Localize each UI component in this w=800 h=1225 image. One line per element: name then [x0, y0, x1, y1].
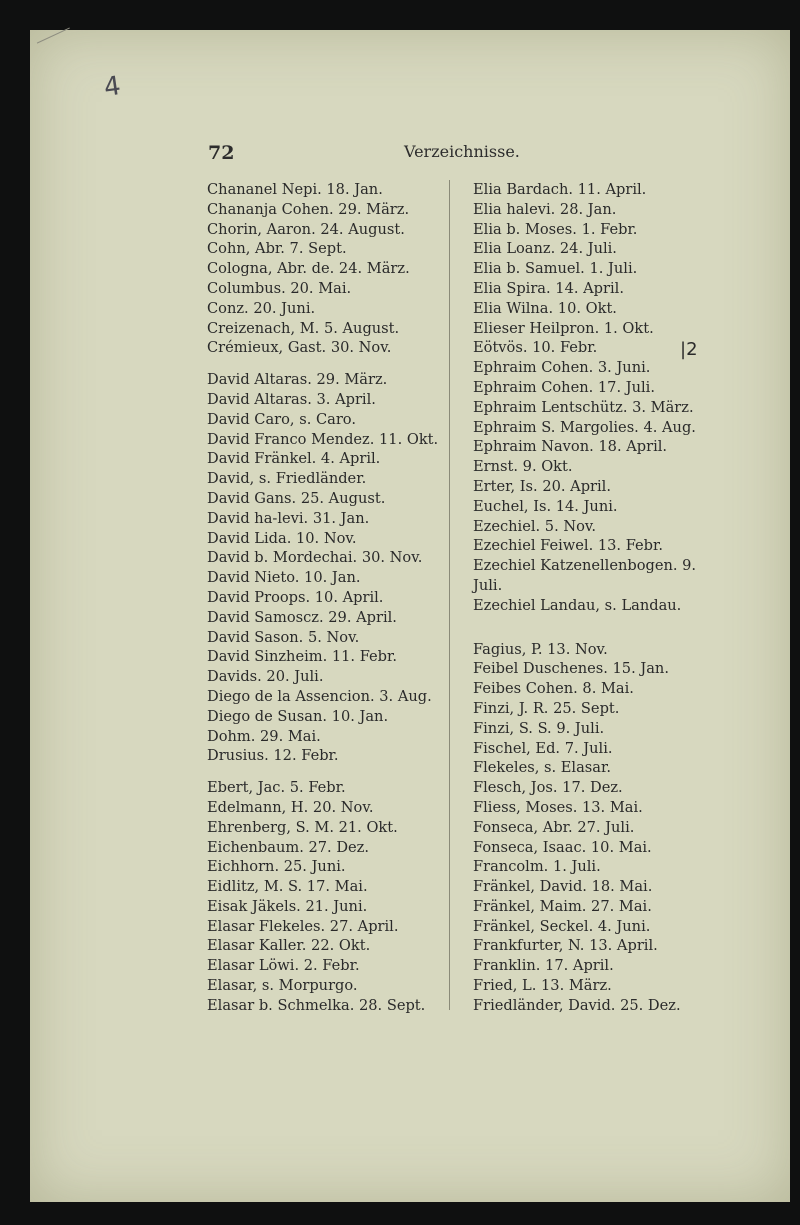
index-entry: Drusius. 12. Febr.	[207, 747, 339, 765]
index-entry: Ernst. 9. Okt.	[473, 458, 573, 476]
index-entry: Fried, L. 13. März.	[473, 977, 612, 995]
index-entry: Finzi, S. S. 9. Juli.	[473, 719, 605, 737]
index-entry: David Lida. 10. Nov.	[207, 529, 357, 547]
left-column	[207, 180, 443, 1016]
index-entry: Frankfurter, N. 13. April.	[473, 937, 658, 955]
index-entry: David Sason. 5. Nov.	[207, 628, 360, 646]
index-entry: David Gans. 25. August.	[207, 489, 386, 507]
index-entry: Cologna, Abr. de. 24. März.	[207, 260, 410, 278]
index-entry: Elia Wilna. 10. Okt.	[473, 299, 617, 317]
index-entry: David Franco Mendez. 11. Okt.	[207, 430, 439, 448]
index-entry: Elia Bardach. 11. April.	[473, 181, 647, 198]
index-entry: Euchel, Is. 14. Juni.	[473, 497, 618, 515]
index-entry: Feibes Cohen. 8. Mai.	[473, 680, 634, 698]
index-entry: David ha-levi. 31. Jan.	[207, 509, 370, 527]
index-entry: David Samoscz. 29. April.	[207, 608, 397, 626]
index-entry: Elia b. Moses. 1. Febr.	[473, 220, 638, 238]
index-entry: David b. Mordechai. 30. Nov.	[207, 549, 423, 567]
pencil-annotation: 4	[101, 70, 123, 104]
index-entry: Cohn, Abr. 7. Sept.	[207, 240, 347, 258]
index-entry: Elasar Flekeles. 27. April.	[207, 917, 399, 935]
index-entry: Flesch, Jos. 17. Dez.	[473, 779, 623, 797]
index-entry: Elia Spira. 14. April.	[473, 279, 624, 297]
index-entry: Elasar b. Schmelka. 28. Sept.	[207, 996, 426, 1014]
index-entry: Elia Loanz. 24. Juli.	[473, 240, 617, 258]
index-entry: David Altaras. 3. April.	[207, 390, 376, 408]
index-entry: Elasar, s. Morpurgo.	[207, 977, 358, 995]
index-entry: Davids. 20. Juli.	[207, 668, 324, 686]
index-entry: Ezechiel Landau, s. Landau.	[473, 596, 682, 614]
index-entry: Eidlitz, M. S. 17. Mai.	[207, 878, 368, 896]
index-entry: Ephraim Cohen. 3. Juni.	[473, 359, 651, 377]
page-number: 72	[208, 142, 235, 164]
index-entry: Finzi, J. R. 25. Sept.	[473, 699, 620, 717]
index-entry: Dohm. 29. Mai.	[207, 727, 321, 745]
index-entry: Eisak Jäkels. 21. Juni.	[207, 897, 368, 915]
index-entry: Eichenbaum. 27. Dez.	[207, 838, 369, 856]
index-entry: Conz. 20. Juni.	[207, 299, 316, 317]
index-entry: David Nieto. 10. Jan.	[207, 569, 361, 587]
index-entry: Columbus. 20. Mai.	[207, 279, 352, 297]
group-spacer	[207, 766, 443, 778]
index-entry: Creizenach, M. 5. August.	[207, 319, 400, 337]
index-entry: Fagius, P. 13. Nov.	[473, 640, 608, 658]
index-entry: Fränkel, Maim. 27. Mai.	[473, 897, 652, 915]
index-entry: Edelmann, H. 20. Nov.	[207, 798, 374, 816]
index-entry: Elia b. Samuel. 1. Juli.	[473, 260, 638, 278]
index-entry: Ezechiel. 5. Nov.	[473, 517, 597, 535]
index-entry: Eichhorn. 25. Juni.	[207, 858, 346, 876]
index-entry: David, s. Friedländer.	[207, 470, 367, 488]
index-entry: Chananel Nepi. 18. Jan.	[207, 181, 383, 198]
index-entry: Crémieux, Gast. 30. Nov.	[207, 339, 392, 357]
index-entry: Diego de la Assencion. 3. Aug.	[207, 687, 432, 705]
index-entry: Elia halevi. 28. Jan.	[473, 200, 617, 218]
index-entry: Fränkel, David. 18. Mai.	[473, 878, 653, 896]
column-divider	[449, 180, 450, 1010]
group-spacer	[473, 616, 713, 640]
index-entry: Francolm. 1. Juli.	[473, 858, 601, 876]
group-spacer	[207, 358, 443, 370]
index-entry: Ezechiel Feiwel. 13. Febr.	[473, 537, 664, 555]
index-entry: Friedländer, David. 25. Dez.	[473, 996, 681, 1014]
index-entry: Chorin, Aaron. 24. August.	[207, 220, 405, 238]
index-entry: Elasar Kaller. 22. Okt.	[207, 937, 371, 955]
index-entry: Erter, Is. 20. April.	[473, 477, 611, 495]
margin-annotation: |2	[680, 339, 698, 360]
index-entry: Ephraim S. Margolies. 4. Aug.	[473, 418, 696, 436]
right-column	[473, 180, 713, 1016]
index-entry: Ezechiel Katzenellenbogen. 9. Juli.	[473, 557, 697, 594]
index-entry: Fliess, Moses. 13. Mai.	[473, 798, 643, 816]
index-entry: Flekeles, s. Elasar.	[473, 759, 611, 777]
index-entry: David Caro, s. Caro.	[207, 410, 356, 428]
index-entry: Diego de Susan. 10. Jan.	[207, 707, 389, 725]
index-entry: Eötvös. 10. Febr.	[473, 339, 598, 357]
index-entry: Elieser Heilpron. 1. Okt.	[473, 319, 654, 337]
index-entry: David Sinzheim. 11. Febr.	[207, 648, 398, 666]
index-entry: David Altaras. 29. März.	[207, 371, 388, 389]
index-entry: Ehrenberg, S. M. 21. Okt.	[207, 818, 398, 836]
running-head: Verzeichnisse.	[404, 142, 520, 161]
index-entry: Fränkel, Seckel. 4. Juni.	[473, 917, 651, 935]
index-entry: Feibel Duschenes. 15. Jan.	[473, 660, 669, 678]
index-entry: Ephraim Cohen. 17. Juli.	[473, 378, 655, 396]
index-entry: Fonseca, Isaac. 10. Mai.	[473, 838, 652, 856]
index-entry: Ephraim Lentschütz. 3. März.	[473, 398, 694, 416]
index-entry: Franklin. 17. April.	[473, 957, 614, 975]
index-entry: Ephraim Navon. 18. April.	[473, 438, 668, 456]
index-entry: Chananja Cohen. 29. März.	[207, 200, 410, 218]
index-entry: David Fränkel. 4. April.	[207, 450, 381, 468]
index-entry: David Proops. 10. April.	[207, 588, 384, 606]
index-entry: Ebert, Jac. 5. Febr.	[207, 779, 346, 797]
index-entry: Elasar Löwi. 2. Febr.	[207, 957, 360, 975]
index-entry: Fonseca, Abr. 27. Juli.	[473, 818, 635, 836]
index-entry: Fischel, Ed. 7. Juli.	[473, 739, 613, 757]
